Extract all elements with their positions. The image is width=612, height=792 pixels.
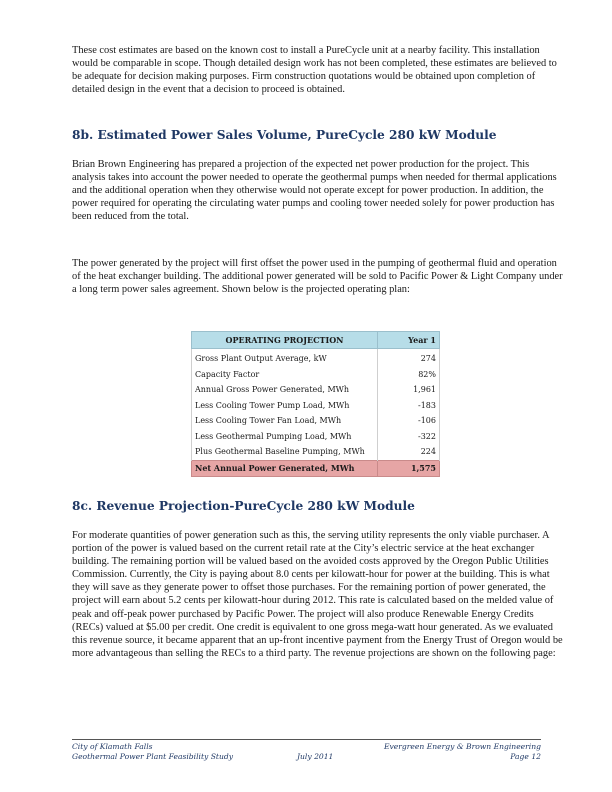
- intro-paragraph: These cost estimates are based on the known cost to install a PureCycle unit at a nearby facility. This installation would be comparable in scope. Though detailed design work has not been completed, these estimates are believed to be adequate for decision making purposes. Firm construction quotations would be obtained upon completion of detailed design in the event that a decision to proceed is obtained.: [72, 45, 557, 96]
- table-header-year: Year 1: [378, 332, 440, 349]
- section-8c-heading: 8c. Revenue Projection-PureCycle 280 kW Module: [72, 499, 415, 513]
- row-value: -106: [378, 413, 440, 429]
- footer-document-title: Geothermal Power Plant Feasibility Study: [72, 752, 233, 762]
- footer-left: [72, 742, 233, 763]
- footer-organization: City of Klamath Falls: [72, 742, 153, 751]
- operating-projection-table: [191, 331, 440, 477]
- footer-authors: Evergreen Energy & Brown Engineering: [383, 742, 541, 751]
- table-header-label: OPERATING PROJECTION: [192, 332, 378, 349]
- table-row: [192, 444, 440, 460]
- table-row: [192, 367, 440, 383]
- row-label: Plus Geothermal Baseline Pumping, MWh: [192, 444, 378, 460]
- table-row: [192, 382, 440, 398]
- row-label: Less Cooling Tower Fan Load, MWh: [192, 413, 378, 429]
- row-value: -183: [378, 398, 440, 414]
- table-row: [192, 398, 440, 414]
- table-row: [192, 413, 440, 429]
- row-label: Less Geothermal Pumping Load, MWh: [192, 429, 378, 445]
- row-value: 82%: [378, 367, 440, 383]
- row-value: -322: [378, 429, 440, 445]
- footer-date: July 2011: [297, 752, 334, 761]
- table-total-row: [192, 460, 440, 477]
- row-label: Capacity Factor: [192, 367, 378, 383]
- row-label: Less Cooling Tower Pump Load, MWh: [192, 398, 378, 414]
- row-label: Annual Gross Power Generated, MWh: [192, 382, 378, 398]
- footer-page-number: Page 12: [510, 752, 541, 762]
- total-label: Net Annual Power Generated, MWh: [192, 460, 378, 477]
- table-row: [192, 349, 440, 367]
- row-value: 1,961: [378, 382, 440, 398]
- revenue-paragraph: For moderate quantities of power generation such as this, the serving utility represents the only viable purchaser. A portion of the power is valued based on the current retail rate at the City’s electric service at the heat exchanger building. The remaining portion will be valued based on the avoided costs approved by the Oregon Public Utilities Commission. Currently, the City is paying about 8.0 cents per kilowatt-hour for power at the building. This is what they will save as they generate power to offset those purchases. For the remaining portion of power generated, the project will earn about 5.2 cents per kilowatt-hour during 2012. This rate is calculated based on the melded value of peak and off-peak power purchased by Pacific Power. The project will also produce Renewable Energy Credits (RECs) valued at $5.00 per credit. One credit is equivalent to one gross mega-watt hour generated. As we evaluated this revenue source, it became apparent that an up-front incentive payment from the Energy Trust of Oregon would be more advantageous than selling the RECs to a third party. The revenue projections are shown on the following page:: [72, 530, 563, 659]
- section-8b-heading: 8b. Estimated Power Sales Volume, PureCycle 280 kW Module: [72, 128, 497, 142]
- footer-right: [372, 742, 541, 763]
- table-row: [192, 429, 440, 445]
- row-value: 224: [378, 444, 440, 460]
- power-generation-paragraph: The power generated by the project will first offset the power used in the pumping of geothermal fluid and operation of the heat exchanger building. The additional power generated will be sold to Pacific Power & Light Company under a long term power sales agreement. Shown below is the projected operating plan:: [72, 258, 563, 296]
- projection-paragraph: Brian Brown Engineering has prepared a projection of the expected net power production for the project. This analysis takes into account the power needed to operate the geothermal pumps when needed for thermal applications and the additional operation when they otherwise would not operate except for power production. In addition, the power required for operating the circulating water pumps and cooling tower needed solely for power production has been reduced from the total.: [72, 159, 557, 223]
- row-label: Gross Plant Output Average, kW: [192, 349, 378, 367]
- row-value: 274: [378, 349, 440, 367]
- table-header-row: [192, 332, 440, 349]
- total-value: 1,575: [378, 460, 440, 477]
- footer-divider: [72, 739, 541, 740]
